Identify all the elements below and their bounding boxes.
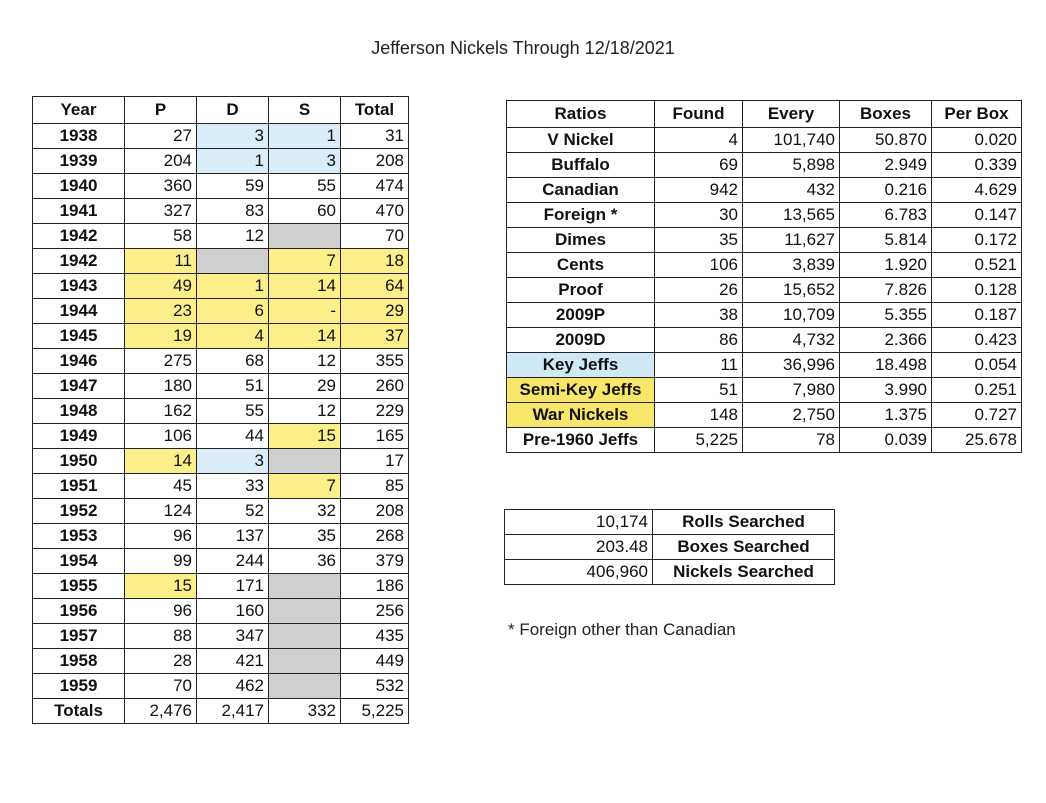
col-header-s: S xyxy=(269,97,341,124)
year-row xyxy=(33,449,409,474)
year-cell: 1950 xyxy=(33,449,125,474)
d-count-cell: 4 xyxy=(197,324,269,349)
found-cell: 35 xyxy=(655,228,743,253)
total-cell: 260 xyxy=(341,374,409,399)
d-count-cell xyxy=(197,249,269,274)
ratio-label: Canadian xyxy=(507,178,655,203)
every-cell: 13,565 xyxy=(743,203,840,228)
s-count-cell: 36 xyxy=(269,549,341,574)
year-cell: 1948 xyxy=(33,399,125,424)
s-count-cell: 60 xyxy=(269,199,341,224)
d-count-cell: 12 xyxy=(197,224,269,249)
total-cell: 435 xyxy=(341,624,409,649)
year-row xyxy=(33,124,409,149)
year-cell: 1944 xyxy=(33,299,125,324)
summary-body xyxy=(505,510,835,585)
year-row xyxy=(33,499,409,524)
p-count-cell: 360 xyxy=(125,174,197,199)
year-cell: 1951 xyxy=(33,474,125,499)
s-count-cell: 7 xyxy=(269,249,341,274)
boxes-cell: 0.039 xyxy=(840,428,932,453)
d-count-cell: 3 xyxy=(197,449,269,474)
total-cell: 470 xyxy=(341,199,409,224)
total-cell: 256 xyxy=(341,599,409,624)
year-cell: 1941 xyxy=(33,199,125,224)
p-count-cell: 19 xyxy=(125,324,197,349)
every-cell: 5,898 xyxy=(743,153,840,178)
found-cell: 30 xyxy=(655,203,743,228)
total-cell: 229 xyxy=(341,399,409,424)
d-count-cell: 421 xyxy=(197,649,269,674)
p-count-cell: 275 xyxy=(125,349,197,374)
footnote: * Foreign other than Canadian xyxy=(508,620,736,639)
ratio-label: 2009P xyxy=(507,303,655,328)
per-box-cell: 25.678 xyxy=(932,428,1022,453)
total-cell: 64 xyxy=(341,274,409,299)
year-cell: 1958 xyxy=(33,649,125,674)
found-cell: 11 xyxy=(655,353,743,378)
p-count-cell: 180 xyxy=(125,374,197,399)
p-count-cell: 99 xyxy=(125,549,197,574)
year-row xyxy=(33,199,409,224)
summary-label: Boxes Searched xyxy=(653,535,835,560)
every-cell: 7,980 xyxy=(743,378,840,403)
p-count-cell: 124 xyxy=(125,499,197,524)
col-header-p: P xyxy=(125,97,197,124)
every-cell: 10,709 xyxy=(743,303,840,328)
ratio-label: Foreign * xyxy=(507,203,655,228)
year-cell: 1947 xyxy=(33,374,125,399)
year-cell: 1942 xyxy=(33,249,125,274)
per-box-cell: 0.172 xyxy=(932,228,1022,253)
p-count-cell: 49 xyxy=(125,274,197,299)
ratio-label: Key Jeffs xyxy=(507,353,655,378)
total-cell: 268 xyxy=(341,524,409,549)
col-header-d: D xyxy=(197,97,269,124)
ratio-label: Buffalo xyxy=(507,153,655,178)
year-cell: 1953 xyxy=(33,524,125,549)
s-count-cell: 3 xyxy=(269,149,341,174)
boxes-cell: 6.783 xyxy=(840,203,932,228)
d-count-cell: 83 xyxy=(197,199,269,224)
d-count-cell: 1 xyxy=(197,274,269,299)
col-header-per-box: Per Box xyxy=(932,101,1022,128)
p-count-cell: 23 xyxy=(125,299,197,324)
per-box-cell: 0.423 xyxy=(932,328,1022,353)
s-count-cell xyxy=(269,674,341,699)
d-count-cell: 44 xyxy=(197,424,269,449)
s-count-cell: 14 xyxy=(269,324,341,349)
ratio-label: Proof xyxy=(507,278,655,303)
col-header-found: Found xyxy=(655,101,743,128)
s-count-cell: 7 xyxy=(269,474,341,499)
years-body xyxy=(33,124,409,699)
p-count-cell: 70 xyxy=(125,674,197,699)
totals-s: 332 xyxy=(269,699,341,724)
ratio-label: 2009D xyxy=(507,328,655,353)
every-cell: 432 xyxy=(743,178,840,203)
summary-label: Rolls Searched xyxy=(653,510,835,535)
s-count-cell: 12 xyxy=(269,349,341,374)
summary-value: 10,174 xyxy=(505,510,653,535)
totals-total: 5,225 xyxy=(341,699,409,724)
year-cell: 1940 xyxy=(33,174,125,199)
d-count-cell: 6 xyxy=(197,299,269,324)
ratio-row xyxy=(507,203,1022,228)
total-cell: 31 xyxy=(341,124,409,149)
year-row xyxy=(33,474,409,499)
s-count-cell xyxy=(269,224,341,249)
boxes-cell: 0.216 xyxy=(840,178,932,203)
year-row xyxy=(33,574,409,599)
year-row xyxy=(33,549,409,574)
year-cell: 1957 xyxy=(33,624,125,649)
years-mint-table xyxy=(32,96,409,724)
every-cell: 4,732 xyxy=(743,328,840,353)
total-cell: 18 xyxy=(341,249,409,274)
year-cell: 1939 xyxy=(33,149,125,174)
ratios-table xyxy=(506,100,1022,453)
ratio-row xyxy=(507,253,1022,278)
d-count-cell: 1 xyxy=(197,149,269,174)
boxes-cell: 2.949 xyxy=(840,153,932,178)
s-count-cell: 12 xyxy=(269,399,341,424)
ratio-label: Cents xyxy=(507,253,655,278)
year-row xyxy=(33,274,409,299)
per-box-cell: 0.128 xyxy=(932,278,1022,303)
p-count-cell: 14 xyxy=(125,449,197,474)
per-box-cell: 0.020 xyxy=(932,128,1022,153)
ratio-row xyxy=(507,128,1022,153)
per-box-cell: 0.147 xyxy=(932,203,1022,228)
total-cell: 186 xyxy=(341,574,409,599)
summary-row xyxy=(505,535,835,560)
boxes-cell: 5.355 xyxy=(840,303,932,328)
year-row xyxy=(33,249,409,274)
found-cell: 86 xyxy=(655,328,743,353)
s-count-cell: 32 xyxy=(269,499,341,524)
found-cell: 4 xyxy=(655,128,743,153)
every-cell: 36,996 xyxy=(743,353,840,378)
ratio-label: War Nickels xyxy=(507,403,655,428)
total-cell: 474 xyxy=(341,174,409,199)
total-cell: 449 xyxy=(341,649,409,674)
ratio-row xyxy=(507,303,1022,328)
totals-row xyxy=(33,699,409,724)
year-cell: 1952 xyxy=(33,499,125,524)
s-count-cell xyxy=(269,574,341,599)
year-row xyxy=(33,624,409,649)
years-header-row xyxy=(33,97,409,124)
summary-value: 203.48 xyxy=(505,535,653,560)
every-cell: 2,750 xyxy=(743,403,840,428)
per-box-cell: 0.521 xyxy=(932,253,1022,278)
year-row xyxy=(33,599,409,624)
year-row xyxy=(33,674,409,699)
d-count-cell: 68 xyxy=(197,349,269,374)
d-count-cell: 59 xyxy=(197,174,269,199)
found-cell: 106 xyxy=(655,253,743,278)
boxes-cell: 1.375 xyxy=(840,403,932,428)
s-count-cell: 55 xyxy=(269,174,341,199)
p-count-cell: 162 xyxy=(125,399,197,424)
s-count-cell xyxy=(269,649,341,674)
year-row xyxy=(33,149,409,174)
p-count-cell: 204 xyxy=(125,149,197,174)
p-count-cell: 327 xyxy=(125,199,197,224)
ratio-row xyxy=(507,278,1022,303)
s-count-cell: 1 xyxy=(269,124,341,149)
total-cell: 85 xyxy=(341,474,409,499)
found-cell: 38 xyxy=(655,303,743,328)
total-cell: 17 xyxy=(341,449,409,474)
d-count-cell: 55 xyxy=(197,399,269,424)
p-count-cell: 88 xyxy=(125,624,197,649)
search-summary-table xyxy=(504,509,835,585)
year-cell: 1954 xyxy=(33,549,125,574)
p-count-cell: 96 xyxy=(125,599,197,624)
boxes-cell: 1.920 xyxy=(840,253,932,278)
d-count-cell: 171 xyxy=(197,574,269,599)
per-box-cell: 4.629 xyxy=(932,178,1022,203)
year-row xyxy=(33,374,409,399)
s-count-cell: 15 xyxy=(269,424,341,449)
found-cell: 69 xyxy=(655,153,743,178)
found-cell: 942 xyxy=(655,178,743,203)
boxes-cell: 18.498 xyxy=(840,353,932,378)
summary-label: Nickels Searched xyxy=(653,560,835,585)
ratio-row xyxy=(507,153,1022,178)
col-header-total: Total xyxy=(341,97,409,124)
d-count-cell: 462 xyxy=(197,674,269,699)
s-count-cell xyxy=(269,624,341,649)
year-row xyxy=(33,649,409,674)
col-header-ratios: Ratios xyxy=(507,101,655,128)
totals-p: 2,476 xyxy=(125,699,197,724)
total-cell: 208 xyxy=(341,149,409,174)
p-count-cell: 11 xyxy=(125,249,197,274)
total-cell: 208 xyxy=(341,499,409,524)
p-count-cell: 45 xyxy=(125,474,197,499)
p-count-cell: 28 xyxy=(125,649,197,674)
year-cell: 1956 xyxy=(33,599,125,624)
ratio-label: Pre-1960 Jeffs xyxy=(507,428,655,453)
boxes-cell: 2.366 xyxy=(840,328,932,353)
year-row xyxy=(33,174,409,199)
ratios-body xyxy=(507,128,1022,453)
p-count-cell: 15 xyxy=(125,574,197,599)
d-count-cell: 347 xyxy=(197,624,269,649)
d-count-cell: 137 xyxy=(197,524,269,549)
page-title: Jefferson Nickels Through 12/18/2021 xyxy=(371,38,675,58)
s-count-cell: - xyxy=(269,299,341,324)
year-cell: 1959 xyxy=(33,674,125,699)
summary-row xyxy=(505,560,835,585)
every-cell: 3,839 xyxy=(743,253,840,278)
year-cell: 1942 xyxy=(33,224,125,249)
found-cell: 51 xyxy=(655,378,743,403)
summary-row xyxy=(505,510,835,535)
p-count-cell: 58 xyxy=(125,224,197,249)
per-box-cell: 0.251 xyxy=(932,378,1022,403)
ratio-label: V Nickel xyxy=(507,128,655,153)
col-header-every: Every xyxy=(743,101,840,128)
p-count-cell: 27 xyxy=(125,124,197,149)
ratio-row xyxy=(507,403,1022,428)
year-row xyxy=(33,349,409,374)
ratio-row xyxy=(507,378,1022,403)
p-count-cell: 96 xyxy=(125,524,197,549)
every-cell: 11,627 xyxy=(743,228,840,253)
year-row xyxy=(33,224,409,249)
boxes-cell: 7.826 xyxy=(840,278,932,303)
year-row xyxy=(33,424,409,449)
total-cell: 165 xyxy=(341,424,409,449)
total-cell: 70 xyxy=(341,224,409,249)
s-count-cell xyxy=(269,599,341,624)
per-box-cell: 0.339 xyxy=(932,153,1022,178)
found-cell: 148 xyxy=(655,403,743,428)
ratio-label: Dimes xyxy=(507,228,655,253)
col-header-boxes: Boxes xyxy=(840,101,932,128)
boxes-cell: 5.814 xyxy=(840,228,932,253)
d-count-cell: 160 xyxy=(197,599,269,624)
s-count-cell: 29 xyxy=(269,374,341,399)
year-cell: 1943 xyxy=(33,274,125,299)
found-cell: 5,225 xyxy=(655,428,743,453)
year-row xyxy=(33,299,409,324)
p-count-cell: 106 xyxy=(125,424,197,449)
total-cell: 379 xyxy=(341,549,409,574)
year-cell: 1938 xyxy=(33,124,125,149)
total-cell: 29 xyxy=(341,299,409,324)
per-box-cell: 0.727 xyxy=(932,403,1022,428)
s-count-cell: 14 xyxy=(269,274,341,299)
total-cell: 37 xyxy=(341,324,409,349)
year-cell: 1946 xyxy=(33,349,125,374)
ratio-row xyxy=(507,178,1022,203)
ratio-row xyxy=(507,328,1022,353)
ratio-label: Semi-Key Jeffs xyxy=(507,378,655,403)
per-box-cell: 0.054 xyxy=(932,353,1022,378)
year-row xyxy=(33,524,409,549)
d-count-cell: 244 xyxy=(197,549,269,574)
ratio-row xyxy=(507,228,1022,253)
d-count-cell: 33 xyxy=(197,474,269,499)
d-count-cell: 3 xyxy=(197,124,269,149)
ratio-row xyxy=(507,353,1022,378)
d-count-cell: 52 xyxy=(197,499,269,524)
per-box-cell: 0.187 xyxy=(932,303,1022,328)
total-cell: 355 xyxy=(341,349,409,374)
year-row xyxy=(33,399,409,424)
d-count-cell: 51 xyxy=(197,374,269,399)
year-cell: 1949 xyxy=(33,424,125,449)
boxes-cell: 3.990 xyxy=(840,378,932,403)
col-header-year: Year xyxy=(33,97,125,124)
year-cell: 1955 xyxy=(33,574,125,599)
ratios-header-row xyxy=(507,101,1022,128)
year-cell: 1945 xyxy=(33,324,125,349)
boxes-cell: 50.870 xyxy=(840,128,932,153)
every-cell: 15,652 xyxy=(743,278,840,303)
every-cell: 101,740 xyxy=(743,128,840,153)
ratio-row xyxy=(507,428,1022,453)
totals-label: Totals xyxy=(33,699,125,724)
summary-value: 406,960 xyxy=(505,560,653,585)
every-cell: 78 xyxy=(743,428,840,453)
found-cell: 26 xyxy=(655,278,743,303)
s-count-cell xyxy=(269,449,341,474)
year-row xyxy=(33,324,409,349)
s-count-cell: 35 xyxy=(269,524,341,549)
total-cell: 532 xyxy=(341,674,409,699)
totals-d: 2,417 xyxy=(197,699,269,724)
